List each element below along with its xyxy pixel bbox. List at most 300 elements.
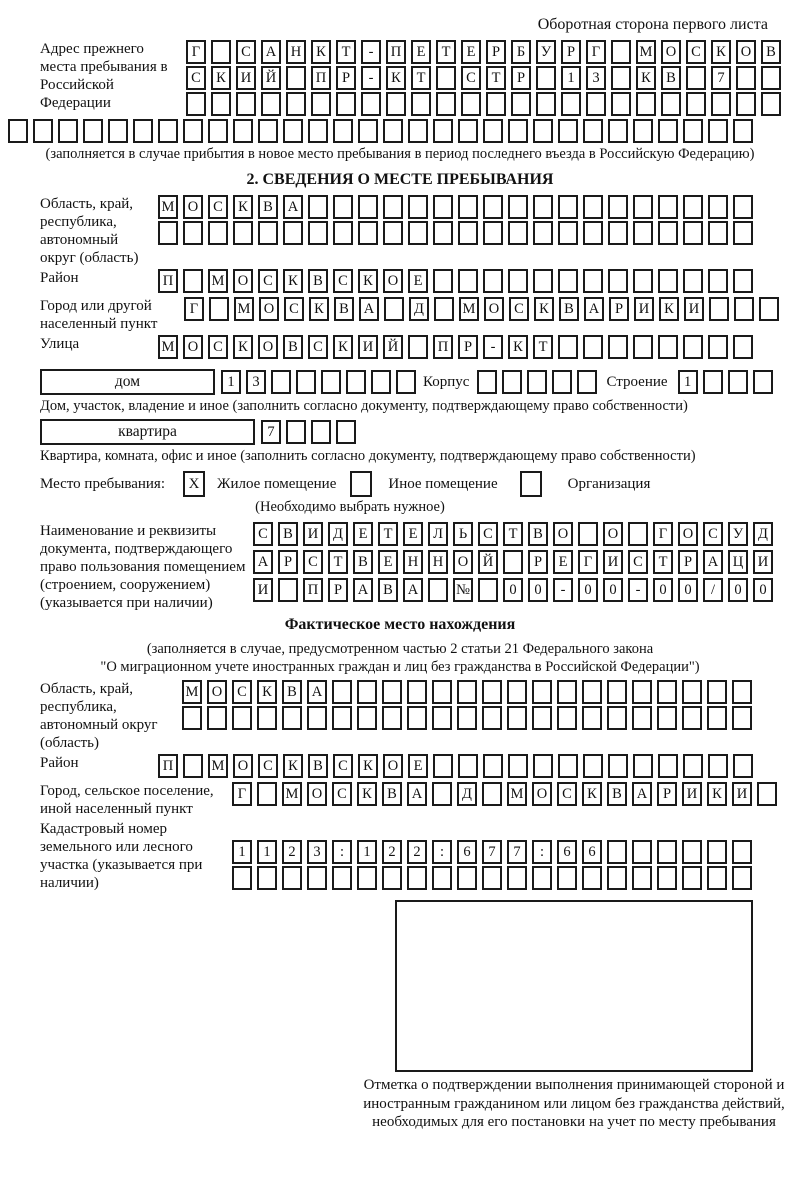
char-box[interactable]: П <box>433 335 453 359</box>
char-box[interactable] <box>558 335 578 359</box>
char-box[interactable] <box>307 706 327 730</box>
char-box[interactable] <box>461 92 481 116</box>
char-box[interactable]: В <box>283 335 303 359</box>
char-box[interactable] <box>558 221 578 245</box>
char-box[interactable] <box>557 706 577 730</box>
char-box[interactable]: - <box>483 335 503 359</box>
char-box[interactable] <box>183 754 203 778</box>
char-box[interactable] <box>708 195 728 219</box>
char-box[interactable] <box>552 370 572 394</box>
char-box[interactable] <box>207 706 227 730</box>
char-box[interactable] <box>734 297 754 321</box>
char-box[interactable]: Е <box>378 550 398 574</box>
char-box[interactable]: О <box>183 195 203 219</box>
char-box[interactable] <box>83 119 103 143</box>
char-box[interactable]: Р <box>458 335 478 359</box>
char-box[interactable]: М <box>182 680 202 704</box>
char-box[interactable] <box>557 680 577 704</box>
char-box[interactable]: Т <box>436 40 456 64</box>
char-box[interactable]: 7 <box>261 420 281 444</box>
char-box[interactable] <box>434 297 454 321</box>
char-box[interactable]: С <box>284 297 304 321</box>
char-box[interactable]: И <box>603 550 623 574</box>
char-box[interactable]: Т <box>336 40 356 64</box>
char-box[interactable]: 0 <box>728 578 748 602</box>
char-box[interactable] <box>333 119 353 143</box>
char-box[interactable]: - <box>361 40 381 64</box>
char-box[interactable]: С <box>509 297 529 321</box>
char-box[interactable]: С <box>333 754 353 778</box>
char-box[interactable] <box>271 370 291 394</box>
char-box[interactable]: С <box>232 680 252 704</box>
char-box[interactable] <box>708 269 728 293</box>
char-box[interactable] <box>428 578 448 602</box>
char-box[interactable] <box>632 680 652 704</box>
char-box[interactable]: О <box>307 782 327 806</box>
char-box[interactable]: 0 <box>528 578 548 602</box>
char-box[interactable] <box>583 335 603 359</box>
char-box[interactable]: Д <box>457 782 477 806</box>
char-box[interactable] <box>433 269 453 293</box>
char-box[interactable] <box>336 92 356 116</box>
char-box[interactable] <box>232 866 252 890</box>
char-box[interactable] <box>433 754 453 778</box>
char-box[interactable] <box>558 269 578 293</box>
char-box[interactable] <box>533 754 553 778</box>
char-box[interactable] <box>577 370 597 394</box>
char-box[interactable]: О <box>233 269 253 293</box>
char-box[interactable]: В <box>308 269 328 293</box>
char-box[interactable] <box>736 92 756 116</box>
char-box[interactable] <box>486 92 506 116</box>
char-box[interactable]: № <box>453 578 473 602</box>
char-box[interactable]: Р <box>328 578 348 602</box>
char-box[interactable] <box>396 370 416 394</box>
char-box[interactable] <box>336 420 356 444</box>
char-box[interactable]: М <box>208 269 228 293</box>
char-box[interactable] <box>308 195 328 219</box>
char-box[interactable]: В <box>559 297 579 321</box>
char-box[interactable] <box>503 550 523 574</box>
char-box[interactable]: Е <box>408 754 428 778</box>
char-box[interactable] <box>458 195 478 219</box>
char-box[interactable] <box>502 370 522 394</box>
char-box[interactable]: Л <box>428 522 448 546</box>
char-box[interactable] <box>286 420 306 444</box>
char-box[interactable] <box>432 866 452 890</box>
char-box[interactable] <box>508 119 528 143</box>
apartment-type-box[interactable]: квартира <box>40 419 255 445</box>
char-box[interactable]: К <box>283 269 303 293</box>
char-box[interactable]: Р <box>678 550 698 574</box>
char-box[interactable]: О <box>258 335 278 359</box>
char-box[interactable]: А <box>359 297 379 321</box>
char-box[interactable]: Й <box>261 66 281 90</box>
char-box[interactable]: Т <box>486 66 506 90</box>
char-box[interactable]: П <box>386 40 406 64</box>
char-box[interactable] <box>632 866 652 890</box>
char-box[interactable]: - <box>361 66 381 90</box>
house-type-box[interactable]: дом <box>40 369 215 395</box>
char-box[interactable] <box>633 195 653 219</box>
char-box[interactable]: У <box>536 40 556 64</box>
char-box[interactable]: С <box>308 335 328 359</box>
char-box[interactable]: К <box>357 782 377 806</box>
char-box[interactable] <box>257 706 277 730</box>
char-box[interactable] <box>483 269 503 293</box>
char-box[interactable]: В <box>308 754 328 778</box>
char-box[interactable] <box>478 578 498 602</box>
char-box[interactable]: О <box>553 522 573 546</box>
char-box[interactable]: Т <box>533 335 553 359</box>
char-box[interactable] <box>433 195 453 219</box>
char-box[interactable]: 7 <box>482 840 502 864</box>
char-box[interactable]: С <box>253 522 273 546</box>
char-box[interactable] <box>733 335 753 359</box>
char-box[interactable] <box>383 195 403 219</box>
char-box[interactable] <box>703 370 723 394</box>
char-box[interactable] <box>209 297 229 321</box>
char-box[interactable]: О <box>233 754 253 778</box>
char-box[interactable]: О <box>661 40 681 64</box>
other-premises-checkbox[interactable] <box>350 471 372 497</box>
char-box[interactable] <box>527 370 547 394</box>
char-box[interactable] <box>683 269 703 293</box>
char-box[interactable] <box>561 92 581 116</box>
char-box[interactable] <box>386 92 406 116</box>
char-box[interactable] <box>233 119 253 143</box>
char-box[interactable]: О <box>183 335 203 359</box>
char-box[interactable]: Г <box>184 297 204 321</box>
char-box[interactable]: К <box>211 66 231 90</box>
char-box[interactable] <box>308 221 328 245</box>
char-box[interactable]: Г <box>232 782 252 806</box>
char-box[interactable] <box>508 195 528 219</box>
char-box[interactable] <box>407 706 427 730</box>
char-box[interactable] <box>686 92 706 116</box>
char-box[interactable]: К <box>309 297 329 321</box>
char-box[interactable] <box>296 370 316 394</box>
char-box[interactable] <box>558 195 578 219</box>
char-box[interactable] <box>311 420 331 444</box>
char-box[interactable] <box>733 221 753 245</box>
char-box[interactable] <box>308 119 328 143</box>
char-box[interactable] <box>732 866 752 890</box>
char-box[interactable] <box>158 221 178 245</box>
char-box[interactable] <box>732 706 752 730</box>
char-box[interactable]: М <box>459 297 479 321</box>
char-box[interactable] <box>383 119 403 143</box>
char-box[interactable]: О <box>383 754 403 778</box>
char-box[interactable]: 3 <box>307 840 327 864</box>
char-box[interactable]: К <box>311 40 331 64</box>
char-box[interactable]: М <box>158 335 178 359</box>
char-box[interactable]: 0 <box>653 578 673 602</box>
char-box[interactable] <box>183 221 203 245</box>
char-box[interactable] <box>657 866 677 890</box>
char-box[interactable]: Ь <box>453 522 473 546</box>
char-box[interactable] <box>728 370 748 394</box>
char-box[interactable]: 2 <box>407 840 427 864</box>
char-box[interactable]: 6 <box>557 840 577 864</box>
char-box[interactable] <box>583 221 603 245</box>
char-box[interactable]: К <box>257 680 277 704</box>
char-box[interactable] <box>432 782 452 806</box>
char-box[interactable] <box>371 370 391 394</box>
char-box[interactable]: И <box>358 335 378 359</box>
char-box[interactable] <box>458 221 478 245</box>
char-box[interactable]: 7 <box>711 66 731 90</box>
char-box[interactable] <box>533 195 553 219</box>
char-box[interactable]: Р <box>511 66 531 90</box>
char-box[interactable] <box>283 221 303 245</box>
char-box[interactable] <box>682 706 702 730</box>
char-box[interactable] <box>583 754 603 778</box>
char-box[interactable] <box>283 119 303 143</box>
char-box[interactable]: П <box>158 754 178 778</box>
char-box[interactable] <box>733 754 753 778</box>
char-box[interactable] <box>408 221 428 245</box>
char-box[interactable]: Е <box>408 269 428 293</box>
char-box[interactable] <box>458 754 478 778</box>
char-box[interactable] <box>483 221 503 245</box>
char-box[interactable] <box>407 680 427 704</box>
char-box[interactable]: Р <box>609 297 629 321</box>
char-box[interactable] <box>433 221 453 245</box>
char-box[interactable]: 2 <box>382 840 402 864</box>
char-box[interactable] <box>507 866 527 890</box>
char-box[interactable]: М <box>158 195 178 219</box>
char-box[interactable]: П <box>158 269 178 293</box>
char-box[interactable] <box>382 680 402 704</box>
char-box[interactable] <box>58 119 78 143</box>
char-box[interactable] <box>633 335 653 359</box>
char-box[interactable] <box>507 680 527 704</box>
char-box[interactable] <box>183 269 203 293</box>
char-box[interactable] <box>458 269 478 293</box>
char-box[interactable] <box>307 866 327 890</box>
char-box[interactable] <box>707 706 727 730</box>
char-box[interactable] <box>407 866 427 890</box>
char-box[interactable]: О <box>207 680 227 704</box>
char-box[interactable] <box>432 680 452 704</box>
char-box[interactable] <box>636 92 656 116</box>
char-box[interactable]: 1 <box>257 840 277 864</box>
char-box[interactable]: Ц <box>728 550 748 574</box>
char-box[interactable] <box>457 866 477 890</box>
char-box[interactable] <box>233 221 253 245</box>
char-box[interactable]: Р <box>528 550 548 574</box>
char-box[interactable]: А <box>584 297 604 321</box>
char-box[interactable]: А <box>283 195 303 219</box>
char-box[interactable] <box>361 92 381 116</box>
char-box[interactable] <box>482 782 502 806</box>
char-box[interactable]: Д <box>753 522 773 546</box>
char-box[interactable]: И <box>253 578 273 602</box>
char-box[interactable] <box>582 706 602 730</box>
char-box[interactable] <box>483 119 503 143</box>
char-box[interactable] <box>33 119 53 143</box>
char-box[interactable] <box>236 92 256 116</box>
char-box[interactable] <box>628 522 648 546</box>
char-box[interactable] <box>607 866 627 890</box>
char-box[interactable] <box>282 706 302 730</box>
char-box[interactable]: Б <box>511 40 531 64</box>
char-box[interactable]: О <box>603 522 623 546</box>
char-box[interactable] <box>608 754 628 778</box>
char-box[interactable]: П <box>311 66 331 90</box>
char-box[interactable] <box>583 195 603 219</box>
char-box[interactable] <box>436 66 456 90</box>
char-box[interactable] <box>661 92 681 116</box>
char-box[interactable]: 0 <box>753 578 773 602</box>
char-box[interactable]: С <box>186 66 206 90</box>
char-box[interactable]: Г <box>578 550 598 574</box>
char-box[interactable] <box>707 680 727 704</box>
char-box[interactable]: М <box>208 754 228 778</box>
char-box[interactable] <box>508 754 528 778</box>
char-box[interactable]: М <box>282 782 302 806</box>
char-box[interactable]: В <box>278 522 298 546</box>
char-box[interactable] <box>536 92 556 116</box>
char-box[interactable] <box>582 680 602 704</box>
char-box[interactable]: С <box>333 269 353 293</box>
char-box[interactable]: К <box>233 335 253 359</box>
char-box[interactable] <box>582 866 602 890</box>
char-box[interactable] <box>583 119 603 143</box>
char-box[interactable] <box>611 40 631 64</box>
char-box[interactable] <box>358 195 378 219</box>
char-box[interactable] <box>658 754 678 778</box>
char-box[interactable] <box>708 335 728 359</box>
char-box[interactable] <box>8 119 28 143</box>
char-box[interactable]: К <box>508 335 528 359</box>
char-box[interactable] <box>533 119 553 143</box>
char-box[interactable] <box>333 195 353 219</box>
char-box[interactable] <box>411 92 431 116</box>
char-box[interactable]: Р <box>336 66 356 90</box>
char-box[interactable]: 0 <box>678 578 698 602</box>
char-box[interactable] <box>658 221 678 245</box>
char-box[interactable] <box>558 754 578 778</box>
char-box[interactable] <box>607 680 627 704</box>
char-box[interactable]: К <box>636 66 656 90</box>
char-box[interactable] <box>408 119 428 143</box>
char-box[interactable] <box>507 706 527 730</box>
char-box[interactable]: О <box>736 40 756 64</box>
char-box[interactable]: О <box>532 782 552 806</box>
char-box[interactable] <box>357 866 377 890</box>
char-box[interactable]: И <box>236 66 256 90</box>
char-box[interactable] <box>286 92 306 116</box>
char-box[interactable]: А <box>703 550 723 574</box>
char-box[interactable] <box>457 680 477 704</box>
char-box[interactable] <box>708 221 728 245</box>
char-box[interactable]: И <box>753 550 773 574</box>
char-box[interactable] <box>536 66 556 90</box>
char-box[interactable] <box>183 119 203 143</box>
char-box[interactable] <box>632 840 652 864</box>
char-box[interactable] <box>633 754 653 778</box>
char-box[interactable] <box>332 706 352 730</box>
char-box[interactable]: Н <box>428 550 448 574</box>
char-box[interactable]: С <box>703 522 723 546</box>
char-box[interactable] <box>633 269 653 293</box>
char-box[interactable] <box>658 195 678 219</box>
char-box[interactable]: 3 <box>246 370 266 394</box>
char-box[interactable] <box>586 92 606 116</box>
char-box[interactable]: 2 <box>282 840 302 864</box>
char-box[interactable]: 0 <box>503 578 523 602</box>
char-box[interactable]: Т <box>653 550 673 574</box>
char-box[interactable] <box>432 706 452 730</box>
char-box[interactable] <box>709 297 729 321</box>
char-box[interactable] <box>211 40 231 64</box>
char-box[interactable] <box>583 269 603 293</box>
char-box[interactable]: С <box>628 550 648 574</box>
char-box[interactable] <box>533 221 553 245</box>
char-box[interactable]: 6 <box>582 840 602 864</box>
char-box[interactable]: 1 <box>232 840 252 864</box>
char-box[interactable] <box>759 297 779 321</box>
char-box[interactable] <box>532 866 552 890</box>
char-box[interactable] <box>608 269 628 293</box>
char-box[interactable]: Р <box>486 40 506 64</box>
char-box[interactable] <box>133 119 153 143</box>
char-box[interactable]: К <box>333 335 353 359</box>
char-box[interactable]: 1 <box>561 66 581 90</box>
char-box[interactable]: К <box>283 754 303 778</box>
char-box[interactable] <box>357 680 377 704</box>
char-box[interactable] <box>408 195 428 219</box>
char-box[interactable]: О <box>453 550 473 574</box>
char-box[interactable]: Н <box>286 40 306 64</box>
char-box[interactable]: Р <box>278 550 298 574</box>
char-box[interactable]: О <box>383 269 403 293</box>
char-box[interactable] <box>383 221 403 245</box>
char-box[interactable]: И <box>684 297 704 321</box>
char-box[interactable]: Т <box>503 522 523 546</box>
char-box[interactable]: Г <box>186 40 206 64</box>
char-box[interactable]: И <box>732 782 752 806</box>
char-box[interactable] <box>657 706 677 730</box>
char-box[interactable]: С <box>258 754 278 778</box>
char-box[interactable] <box>511 92 531 116</box>
char-box[interactable]: Й <box>478 550 498 574</box>
char-box[interactable] <box>433 119 453 143</box>
char-box[interactable]: С <box>461 66 481 90</box>
char-box[interactable]: В <box>282 680 302 704</box>
char-box[interactable]: - <box>628 578 648 602</box>
char-box[interactable] <box>683 335 703 359</box>
char-box[interactable]: Е <box>461 40 481 64</box>
char-box[interactable] <box>736 66 756 90</box>
char-box[interactable]: 3 <box>586 66 606 90</box>
char-box[interactable]: А <box>407 782 427 806</box>
char-box[interactable]: 1 <box>357 840 377 864</box>
residential-checkbox[interactable]: X <box>183 471 205 497</box>
char-box[interactable]: В <box>661 66 681 90</box>
char-box[interactable] <box>477 370 497 394</box>
char-box[interactable]: А <box>403 578 423 602</box>
char-box[interactable] <box>611 92 631 116</box>
char-box[interactable]: В <box>334 297 354 321</box>
char-box[interactable]: Е <box>353 522 373 546</box>
char-box[interactable]: Н <box>403 550 423 574</box>
char-box[interactable] <box>658 269 678 293</box>
char-box[interactable] <box>508 269 528 293</box>
char-box[interactable]: С <box>303 550 323 574</box>
